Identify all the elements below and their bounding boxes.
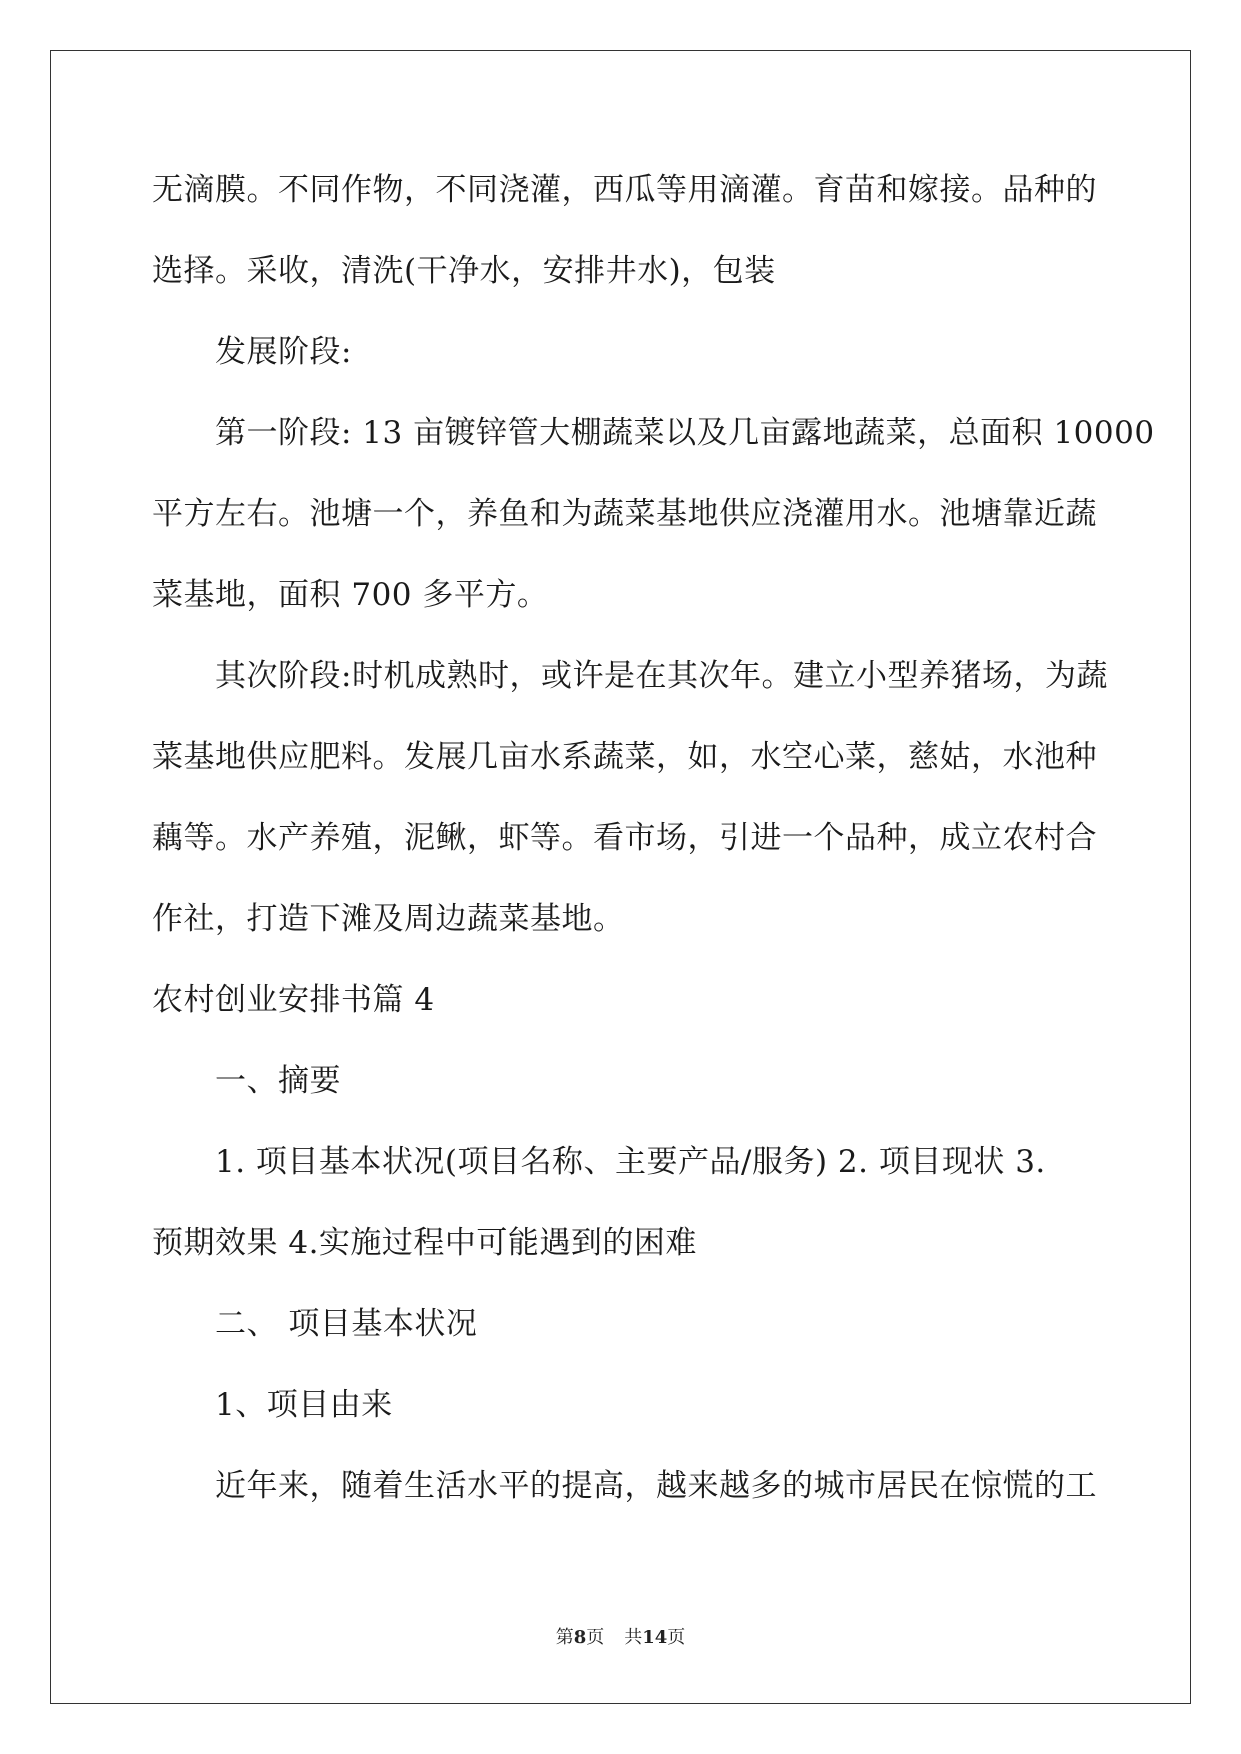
footer-total-prefix: 共 (624, 1627, 643, 1648)
subsection-heading: 1、项目由来 (215, 1387, 393, 1423)
total-pages: 14 (642, 1627, 668, 1648)
page-number: 8 (573, 1627, 587, 1648)
footer-total-suffix: 页 (667, 1627, 686, 1648)
section-heading: 一、摘要 (215, 1063, 341, 1099)
text-line: 选择。采收，清洗(干净水，安排井水)，包装 (152, 253, 776, 289)
document-body (152, 160, 1155, 1537)
text-line: 作社，打造下滩及周边蔬菜基地。 (152, 901, 625, 937)
text-line: 第一阶段: 13 亩镀锌管大棚蔬菜以及几亩露地蔬菜，总面积 10000 (215, 415, 1155, 451)
footer-prefix: 第 (555, 1627, 574, 1648)
text-line: 预期效果 4.实施过程中可能遇到的困难 (152, 1225, 697, 1261)
text-line: 菜基地，面积 700 多平方。 (152, 577, 549, 613)
text-line: 近年来，随着生活水平的提高，越来越多的城市居民在惊慌的工 (215, 1468, 1097, 1504)
text-line: 无滴膜。不同作物，不同浇灌，西瓜等用滴灌。育苗和嫁接。品种的 (152, 172, 1097, 208)
section-heading: 发展阶段: (215, 334, 352, 370)
chapter-title: 农村创业安排书篇 4 (152, 982, 435, 1018)
text-line: 其次阶段:时机成熟时，或许是在其次年。建立小型养猪场，为蔬 (215, 658, 1108, 694)
text-line: 平方左右。池塘一个，养鱼和为蔬菜基地供应浇灌用水。池塘靠近蔬 (152, 496, 1097, 532)
text-line: 1. 项目基本状况(项目名称、主要产品/服务) 2. 项目现状 3. (215, 1144, 1046, 1180)
page-footer (0, 1626, 1241, 1650)
text-line: 菜基地供应肥料。发展几亩水系蔬菜，如，水空心菜，慈姑，水池种 (152, 739, 1097, 775)
text-line: 藕等。水产养殖，泥鳅，虾等。看市场，引进一个品种，成立农村合 (152, 820, 1097, 856)
footer-page-suffix: 页 (586, 1627, 605, 1648)
section-heading: 二、 项目基本状况 (215, 1306, 478, 1342)
